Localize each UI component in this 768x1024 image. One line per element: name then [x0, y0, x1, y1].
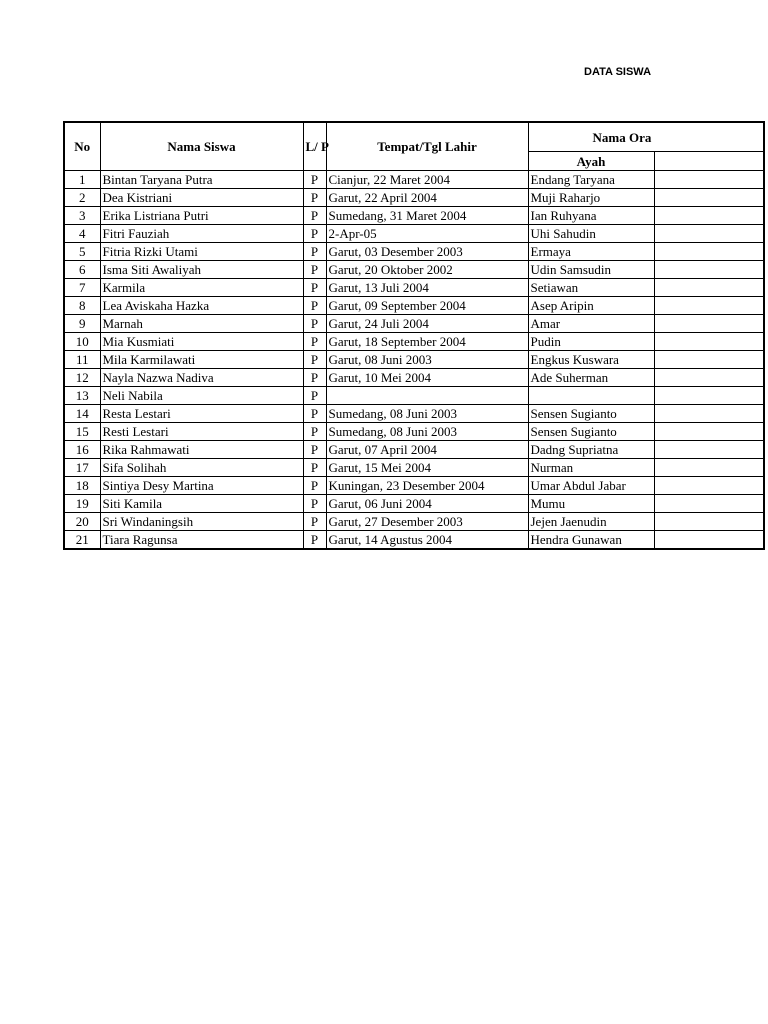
father-name-cell: Sensen Sugianto	[528, 405, 654, 423]
gender-cell: P	[303, 369, 326, 387]
table-row	[64, 405, 764, 423]
gender-cell: P	[303, 261, 326, 279]
student-name-cell: Nayla Nazwa Nadiva	[100, 369, 303, 387]
mother-name-cell	[654, 171, 764, 189]
row-number-cell: 12	[64, 369, 100, 387]
father-name-cell: Hendra Gunawan	[528, 531, 654, 550]
header-nama-siswa: Nama Siswa	[100, 122, 303, 171]
document-title: DATA SISWA	[584, 66, 652, 78]
father-name-cell: Ermaya	[528, 243, 654, 261]
table-row	[64, 279, 764, 297]
father-name-cell: Ian Ruhyana	[528, 207, 654, 225]
table-row	[64, 477, 764, 495]
father-name-cell: Dadng Supriatna	[528, 441, 654, 459]
birth-place-date-cell: Garut, 06 Juni 2004	[326, 495, 528, 513]
birth-place-date-cell: Garut, 18 September 2004	[326, 333, 528, 351]
header-nama-orang-tua: Nama Ora	[528, 122, 764, 152]
row-number-cell: 9	[64, 315, 100, 333]
table-row	[64, 351, 764, 369]
row-number-cell: 21	[64, 531, 100, 550]
father-name-cell: Udin Samsudin	[528, 261, 654, 279]
birth-place-date-cell: Garut, 27 Desember 2003	[326, 513, 528, 531]
birth-place-date-cell: Garut, 24 Juli 2004	[326, 315, 528, 333]
birth-place-date-cell: Cianjur, 22 Maret 2004	[326, 171, 528, 189]
row-number-cell: 16	[64, 441, 100, 459]
header-row	[64, 122, 764, 152]
father-name-cell: Setiawan	[528, 279, 654, 297]
student-name-cell: Fitri Fauziah	[100, 225, 303, 243]
mother-name-cell	[654, 315, 764, 333]
table-body	[64, 171, 764, 550]
table-row	[64, 207, 764, 225]
row-number-cell: 15	[64, 423, 100, 441]
row-number-cell: 18	[64, 477, 100, 495]
table-row	[64, 333, 764, 351]
row-number-cell: 1	[64, 171, 100, 189]
table-row	[64, 369, 764, 387]
row-number-cell: 5	[64, 243, 100, 261]
mother-name-cell	[654, 423, 764, 441]
mother-name-cell	[654, 387, 764, 405]
mother-name-cell	[654, 243, 764, 261]
father-name-cell: Amar	[528, 315, 654, 333]
table-row	[64, 423, 764, 441]
mother-name-cell	[654, 279, 764, 297]
father-name-cell: Uhi Sahudin	[528, 225, 654, 243]
birth-place-date-cell: 2-Apr-05	[326, 225, 528, 243]
student-name-cell: Tiara Ragunsa	[100, 531, 303, 550]
father-name-cell: Endang Taryana	[528, 171, 654, 189]
mother-name-cell	[654, 297, 764, 315]
father-name-cell: Muji Raharjo	[528, 189, 654, 207]
row-number-cell: 3	[64, 207, 100, 225]
table-row	[64, 315, 764, 333]
gender-cell: P	[303, 207, 326, 225]
row-number-cell: 14	[64, 405, 100, 423]
gender-cell: P	[303, 279, 326, 297]
mother-name-cell	[654, 333, 764, 351]
father-name-cell: Asep Aripin	[528, 297, 654, 315]
student-name-cell: Sri Windaningsih	[100, 513, 303, 531]
father-name-cell: Ade Suherman	[528, 369, 654, 387]
row-number-cell: 19	[64, 495, 100, 513]
table-row	[64, 441, 764, 459]
gender-cell: P	[303, 423, 326, 441]
row-number-cell: 13	[64, 387, 100, 405]
table-row	[64, 387, 764, 405]
gender-cell: P	[303, 171, 326, 189]
table-row	[64, 531, 764, 550]
student-name-cell: Resta Lestari	[100, 405, 303, 423]
student-name-cell: Siti Kamila	[100, 495, 303, 513]
mother-name-cell	[654, 459, 764, 477]
birth-place-date-cell: Garut, 20 Oktober 2002	[326, 261, 528, 279]
table-row	[64, 261, 764, 279]
birth-place-date-cell: Garut, 15 Mei 2004	[326, 459, 528, 477]
table-row	[64, 513, 764, 531]
birth-place-date-cell: Garut, 14 Agustus 2004	[326, 531, 528, 550]
father-name-cell: Sensen Sugianto	[528, 423, 654, 441]
student-name-cell: Sintiya Desy Martina	[100, 477, 303, 495]
row-number-cell: 7	[64, 279, 100, 297]
student-table-container	[63, 121, 655, 557]
mother-name-cell	[654, 495, 764, 513]
table-row	[64, 459, 764, 477]
gender-cell: P	[303, 531, 326, 550]
mother-name-cell	[654, 513, 764, 531]
gender-cell: P	[303, 459, 326, 477]
mother-name-cell	[654, 225, 764, 243]
table-row	[64, 225, 764, 243]
birth-place-date-cell: Garut, 22 April 2004	[326, 189, 528, 207]
father-name-cell: Pudin	[528, 333, 654, 351]
header-ayah: Ayah	[528, 152, 654, 171]
header-no: No	[64, 122, 100, 171]
student-name-cell: Mila Karmilawati	[100, 351, 303, 369]
gender-cell: P	[303, 387, 326, 405]
header-tempat-tgl-lahir: Tempat/Tgl Lahir	[326, 122, 528, 171]
gender-cell: P	[303, 243, 326, 261]
gender-cell: P	[303, 405, 326, 423]
father-name-cell: Mumu	[528, 495, 654, 513]
gender-cell: P	[303, 225, 326, 243]
row-number-cell: 2	[64, 189, 100, 207]
gender-cell: P	[303, 441, 326, 459]
gender-cell: P	[303, 513, 326, 531]
row-number-cell: 6	[64, 261, 100, 279]
gender-cell: P	[303, 315, 326, 333]
birth-place-date-cell: Garut, 09 September 2004	[326, 297, 528, 315]
birth-place-date-cell: Sumedang, 08 Juni 2003	[326, 405, 528, 423]
student-name-cell: Isma Siti Awaliyah	[100, 261, 303, 279]
father-name-cell: Umar Abdul Jabar	[528, 477, 654, 495]
student-name-cell: Fitria Rizki Utami	[100, 243, 303, 261]
father-name-cell: Nurman	[528, 459, 654, 477]
birth-place-date-cell: Garut, 13 Juli 2004	[326, 279, 528, 297]
row-number-cell: 8	[64, 297, 100, 315]
birth-place-date-cell: Sumedang, 31 Maret 2004	[326, 207, 528, 225]
table-row	[64, 171, 764, 189]
header-ibu-hidden	[654, 152, 764, 171]
table-row	[64, 243, 764, 261]
mother-name-cell	[654, 477, 764, 495]
student-name-cell: Neli Nabila	[100, 387, 303, 405]
student-name-cell: Erika Listriana Putri	[100, 207, 303, 225]
father-name-cell	[528, 387, 654, 405]
gender-cell: P	[303, 189, 326, 207]
row-number-cell: 4	[64, 225, 100, 243]
birth-place-date-cell: Garut, 07 April 2004	[326, 441, 528, 459]
student-name-cell: Mia Kusmiati	[100, 333, 303, 351]
header-lp: L/ P	[303, 122, 326, 171]
mother-name-cell	[654, 351, 764, 369]
father-name-cell: Jejen Jaenudin	[528, 513, 654, 531]
gender-cell: P	[303, 495, 326, 513]
table-row	[64, 495, 764, 513]
father-name-cell: Engkus Kuswara	[528, 351, 654, 369]
mother-name-cell	[654, 369, 764, 387]
student-data-table	[63, 121, 765, 550]
student-name-cell: Karmila	[100, 279, 303, 297]
mother-name-cell	[654, 531, 764, 550]
birth-place-date-cell: Kuningan, 23 Desember 2004	[326, 477, 528, 495]
mother-name-cell	[654, 405, 764, 423]
birth-place-date-cell: Garut, 08 Juni 2003	[326, 351, 528, 369]
gender-cell: P	[303, 333, 326, 351]
student-name-cell: Sifa Solihah	[100, 459, 303, 477]
mother-name-cell	[654, 189, 764, 207]
gender-cell: P	[303, 351, 326, 369]
student-name-cell: Lea Aviskaha Hazka	[100, 297, 303, 315]
birth-place-date-cell: Garut, 10 Mei 2004	[326, 369, 528, 387]
student-name-cell: Resti Lestari	[100, 423, 303, 441]
student-name-cell: Rika Rahmawati	[100, 441, 303, 459]
student-name-cell: Dea Kistriani	[100, 189, 303, 207]
table-row	[64, 297, 764, 315]
mother-name-cell	[654, 441, 764, 459]
row-number-cell: 10	[64, 333, 100, 351]
student-name-cell: Bintan Taryana Putra	[100, 171, 303, 189]
birth-place-date-cell	[326, 387, 528, 405]
mother-name-cell	[654, 207, 764, 225]
row-number-cell: 11	[64, 351, 100, 369]
mother-name-cell	[654, 261, 764, 279]
birth-place-date-cell: Sumedang, 08 Juni 2003	[326, 423, 528, 441]
gender-cell: P	[303, 477, 326, 495]
row-number-cell: 20	[64, 513, 100, 531]
table-row	[64, 189, 764, 207]
row-number-cell: 17	[64, 459, 100, 477]
student-name-cell: Marnah	[100, 315, 303, 333]
birth-place-date-cell: Garut, 03 Desember 2003	[326, 243, 528, 261]
gender-cell: P	[303, 297, 326, 315]
